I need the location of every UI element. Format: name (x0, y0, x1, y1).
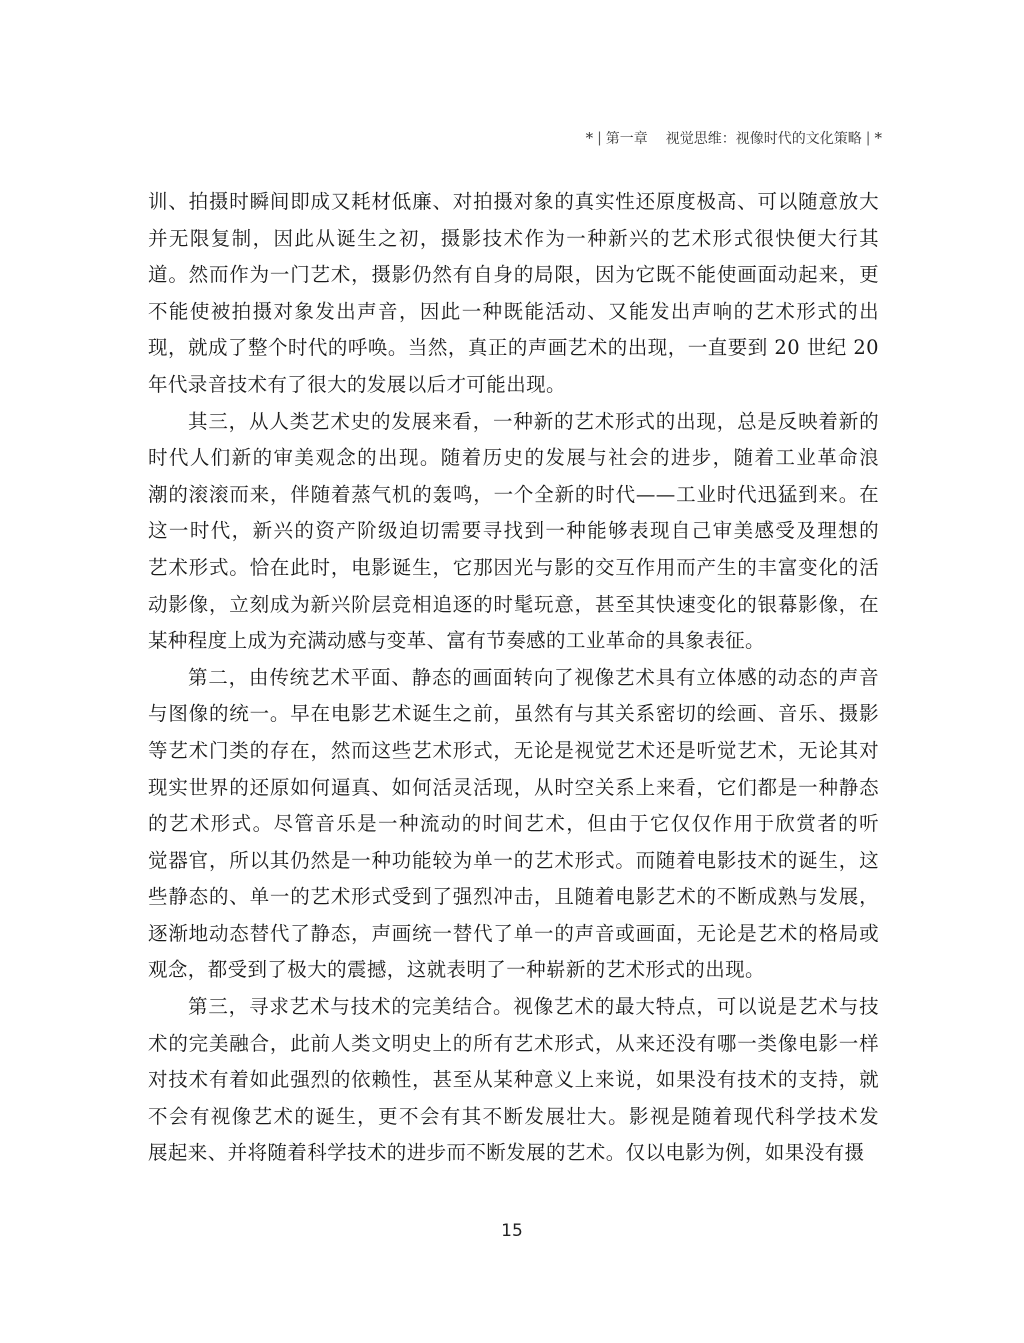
text-line: 潮的滚滚而来，伴随着蒸气机的轰鸣，一个全新的时代——工业时代迅猛到来。在 (148, 482, 879, 506)
chapter-title: 视觉思维：视像时代的文化策略 (665, 131, 862, 147)
header-divider-left: | (597, 130, 602, 146)
text-line: 觉器官，所以其仍然是一种功能较为单一的艺术形式。而随着电影技术的诞生，这 (148, 848, 879, 872)
text-line: 某种程度上成为充满动感与变革、富有节奏感的工业革命的具象表征。 (148, 629, 765, 653)
text-line: 不会有视像艺术的诞生，更不会有其不断发展壮大。影视是随着现代科学技术发 (148, 1104, 879, 1128)
text-line: 这一时代，新兴的资产阶级迫切需要寻找到一种能够表现自己审美感受及理想的 (148, 519, 879, 543)
text-line: 动影像，立刻成为新兴阶层竞相追逐的时髦玩意，甚至其快速变化的银幕影像，在 (148, 592, 879, 616)
header-divider-right: | (865, 130, 871, 146)
paragraph (148, 404, 879, 660)
text-line: 艺术形式。恰在此时，电影诞生，它那因光与影的交互作用而产生的丰富变化的活 (148, 555, 879, 579)
text-line: 并无限复制，因此从诞生之初，摄影技术作为一种新兴的艺术形式很快便大行其 (148, 226, 879, 250)
paragraph (148, 184, 879, 404)
text-line: 现实世界的还原如何逼真、如何活灵活现，从时空关系上来看，它们都是一种静态 (148, 775, 879, 799)
text-line: 年代录音技术有了很大的发展以后才可能出现。 (148, 372, 566, 396)
paragraph (148, 660, 879, 989)
text-line: 第三，寻求艺术与技术的完美结合。视像艺术的最大特点，可以说是艺术与技 (188, 995, 879, 1019)
running-header (586, 128, 882, 148)
text-line: 时代人们新的审美观念的出现。随着历史的发展与社会的进步，随着工业革命浪 (148, 446, 879, 470)
text-line: 些静态的、单一的艺术形式受到了强烈冲击，且随着电影艺术的不断成熟与发展， (148, 885, 879, 909)
page-number: 15 (501, 1221, 523, 1241)
text-line: 第二，由传统艺术平面、静态的画面转向了视像艺术具有立体感的动态的声音 (188, 665, 879, 689)
chapter-label: 第一章 (605, 131, 648, 147)
text-line: 与图像的统一。早在电影艺术诞生之前，虽然有与其关系密切的绘画、音乐、摄影 (148, 702, 879, 726)
text-line: 对技术有着如此强烈的依赖性，甚至从某种意义上来说，如果没有技术的支持，就 (148, 1068, 879, 1092)
text-line: 逐渐地动态替代了静态，声画统一替代了单一的声音或画面，无论是艺术的格局或 (148, 921, 879, 945)
text-line: 等艺术门类的存在，然而这些艺术形式，无论是视觉艺术还是听觉艺术，无论其对 (148, 738, 879, 762)
star-ornament-right: * (874, 129, 882, 147)
text-line: 不能使被拍摄对象发出声音，因此一种既能活动、又能发出声响的艺术形式的出 (148, 299, 879, 323)
text-line: 道。然而作为一门艺术，摄影仍然有自身的局限，因为它既不能使画面动起来，更 (148, 263, 879, 287)
text-line: 其三，从人类艺术史的发展来看，一种新的艺术形式的出现，总是反映着新的 (188, 409, 879, 433)
text-line: 训、拍摄时瞬间即成又耗材低廉、对拍摄对象的真实性还原度极高、可以随意放大 (148, 190, 879, 213)
text-line: 术的完美融合，此前人类文明史上的所有艺术形式，从来还没有哪一类像电影一样 (148, 1031, 879, 1055)
text-line: 展起来、并将随着科学技术的进步而不断发展的艺术。仅以电影为例，如果没有摄 (148, 1141, 865, 1165)
text-line: 现，就成了整个时代的呼唤。当然，真正的声画艺术的出现，一直要到 20 世纪 20 (148, 336, 879, 360)
text-line: 的艺术形式。尽管音乐是一种流动的时间艺术，但由于它仅仅作用于欣赏者的听 (148, 812, 879, 836)
star-ornament-left: * (585, 129, 594, 147)
paragraph (148, 989, 879, 1172)
body-text (148, 184, 879, 1172)
text-line: 观念，都受到了极大的震撼，这就表明了一种崭新的艺术形式的出现。 (148, 958, 765, 982)
